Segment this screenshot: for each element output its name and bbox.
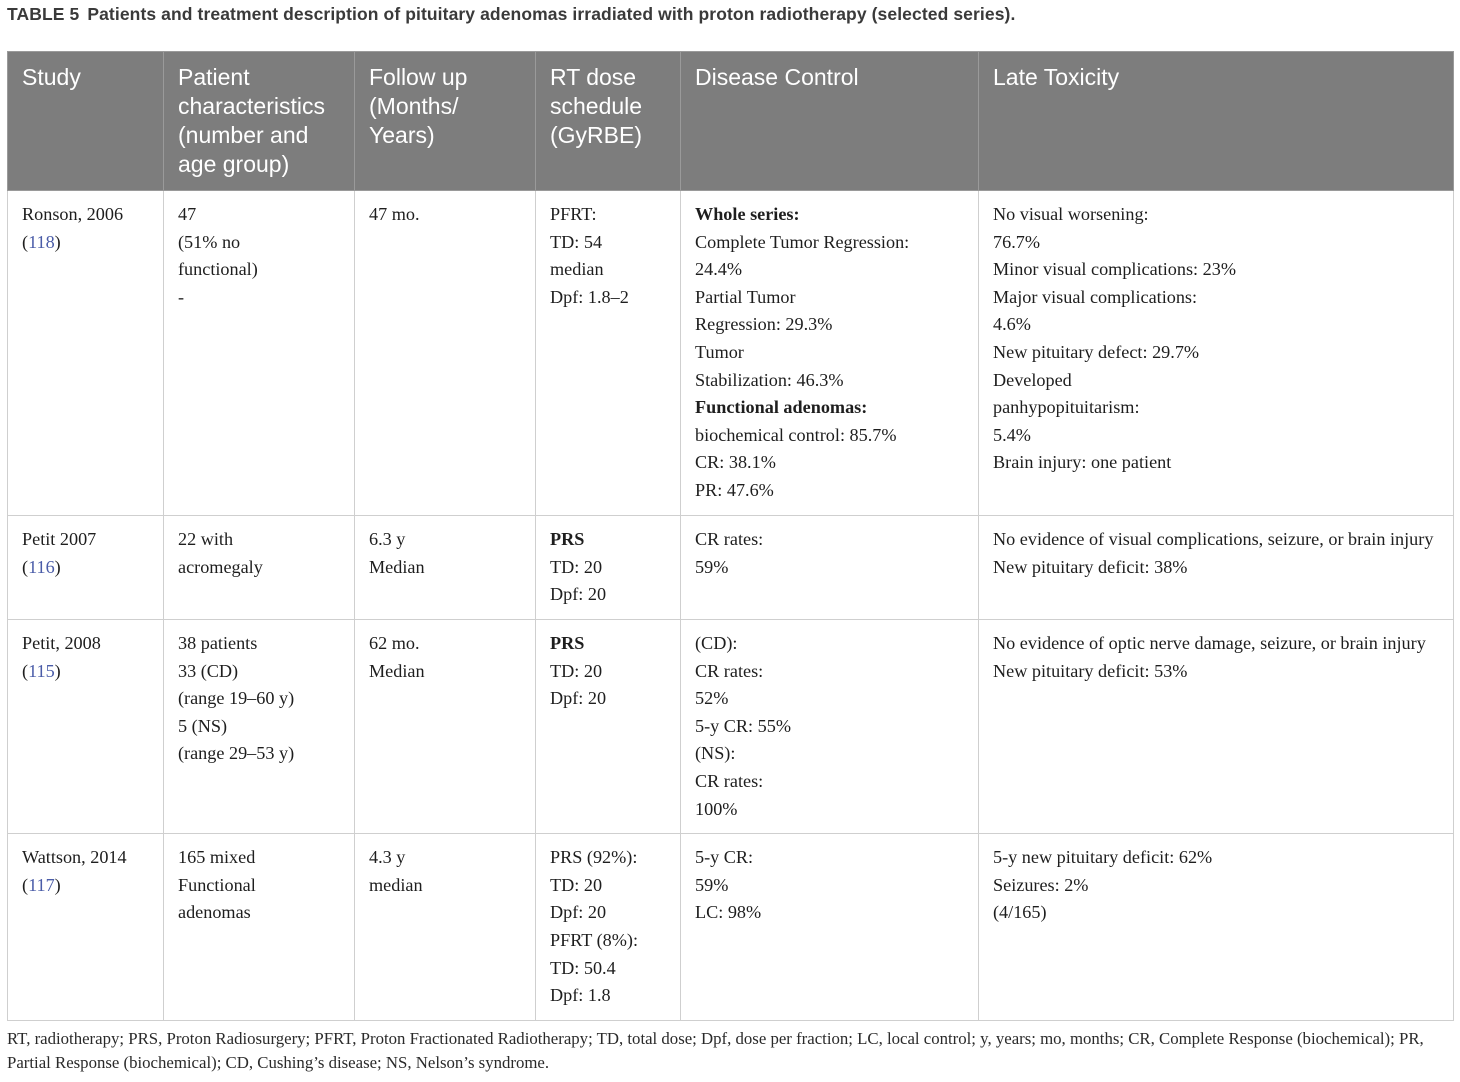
cell-late-toxicity: No visual worsening: 76.7% Minor visual complications: 23% Major visual complications: 4.6% New pituitary defect: 29.7% Developed panhypopituitarism: 5.4% Brain injury: one patient — [979, 191, 1454, 516]
table-row — [8, 834, 1454, 1021]
header-study: Study — [8, 52, 164, 191]
cell-disease-control: CR rates: 59% — [681, 516, 979, 620]
cell-patients: 38 patients 33 (CD) (range 19–60 y) 5 (NS) (range 29–53 y) — [164, 620, 355, 834]
header-patient-characteristics: Patient characteristics (number and age group) — [164, 52, 355, 191]
cell-dose: PFRT: TD: 54 median Dpf: 1.8–2 — [536, 191, 681, 516]
table-title: Patients and treatment description of pituitary adenomas irradiated with proton radiotherapy (selected series). — [87, 4, 1016, 24]
cell-patients: 47 (51% no functional) - — [164, 191, 355, 516]
cell-disease-control: Whole series: Complete Tumor Regression: 24.4% Partial Tumor Regression: 29.3% Tumor Stabilization: 46.3% Functional adenomas: biochemical control: 85.7% CR: 38.1% PR: 47.6% — [681, 191, 979, 516]
cell-patients: 22 with acromegaly — [164, 516, 355, 620]
cell-follow-up: 4.3 y median — [355, 834, 536, 1021]
table-row — [8, 620, 1454, 834]
cell-study: Wattson, 2014 (117) — [8, 834, 164, 1021]
header-late-toxicity: Late Toxicity — [979, 52, 1454, 191]
cell-disease-control: (CD): CR rates: 52% 5-y CR: 55% (NS): CR rates: 100% — [681, 620, 979, 834]
cell-late-toxicity: 5-y new pituitary deficit: 62% Seizures: 2% (4/165) — [979, 834, 1454, 1021]
reference-link[interactable]: 116 — [28, 556, 55, 577]
table-row — [8, 516, 1454, 620]
cell-study: Petit 2007 (116) — [8, 516, 164, 620]
reference-link[interactable]: 117 — [28, 874, 55, 895]
header-disease-control: Disease Control — [681, 52, 979, 191]
cell-dose: PRS TD: 20 Dpf: 20 — [536, 620, 681, 834]
proton-therapy-table — [7, 51, 1454, 1021]
header-row — [8, 52, 1454, 191]
cell-dose: PRS (92%): TD: 20 Dpf: 20 PFRT (8%): TD: 50.4 Dpf: 1.8 — [536, 834, 681, 1021]
cell-follow-up: 47 mo. — [355, 191, 536, 516]
cell-disease-control: 5-y CR: 59% LC: 98% — [681, 834, 979, 1021]
header-follow-up: Follow up (Months/ Years) — [355, 52, 536, 191]
header-rt-dose-schedule: RT dose schedule (GyRBE) — [536, 52, 681, 191]
cell-patients: 165 mixed Functional adenomas — [164, 834, 355, 1021]
reference-link[interactable]: 115 — [28, 660, 55, 681]
table-label: TABLE 5 — [7, 4, 80, 24]
cell-follow-up: 62 mo. Median — [355, 620, 536, 834]
cell-dose: PRS TD: 20 Dpf: 20 — [536, 516, 681, 620]
table-footnote: RT, radiotherapy; PRS, Proton Radiosurgery; PFRT, Proton Fractionated Radiotherapy; TD, total dose; Dpf, dose per fraction; LC, local control; y, years; mo, months; CR, Complete Response (biochemical); PR, Partial Response (biochemical); CD, Cushing’s disease; NS, Nelson’s syndrome. — [7, 1029, 1424, 1072]
cell-study: Ronson, 2006 (118) — [8, 191, 164, 516]
cell-follow-up: 6.3 y Median — [355, 516, 536, 620]
reference-link[interactable]: 118 — [28, 231, 55, 252]
cell-late-toxicity: No evidence of visual complications, seizure, or brain injury New pituitary deficit: 38% — [979, 516, 1454, 620]
cell-study: Petit, 2008 (115) — [8, 620, 164, 834]
table-caption — [7, 4, 1015, 25]
cell-late-toxicity: No evidence of optic nerve damage, seizure, or brain injury New pituitary deficit: 53% — [979, 620, 1454, 834]
table-row — [8, 191, 1454, 516]
